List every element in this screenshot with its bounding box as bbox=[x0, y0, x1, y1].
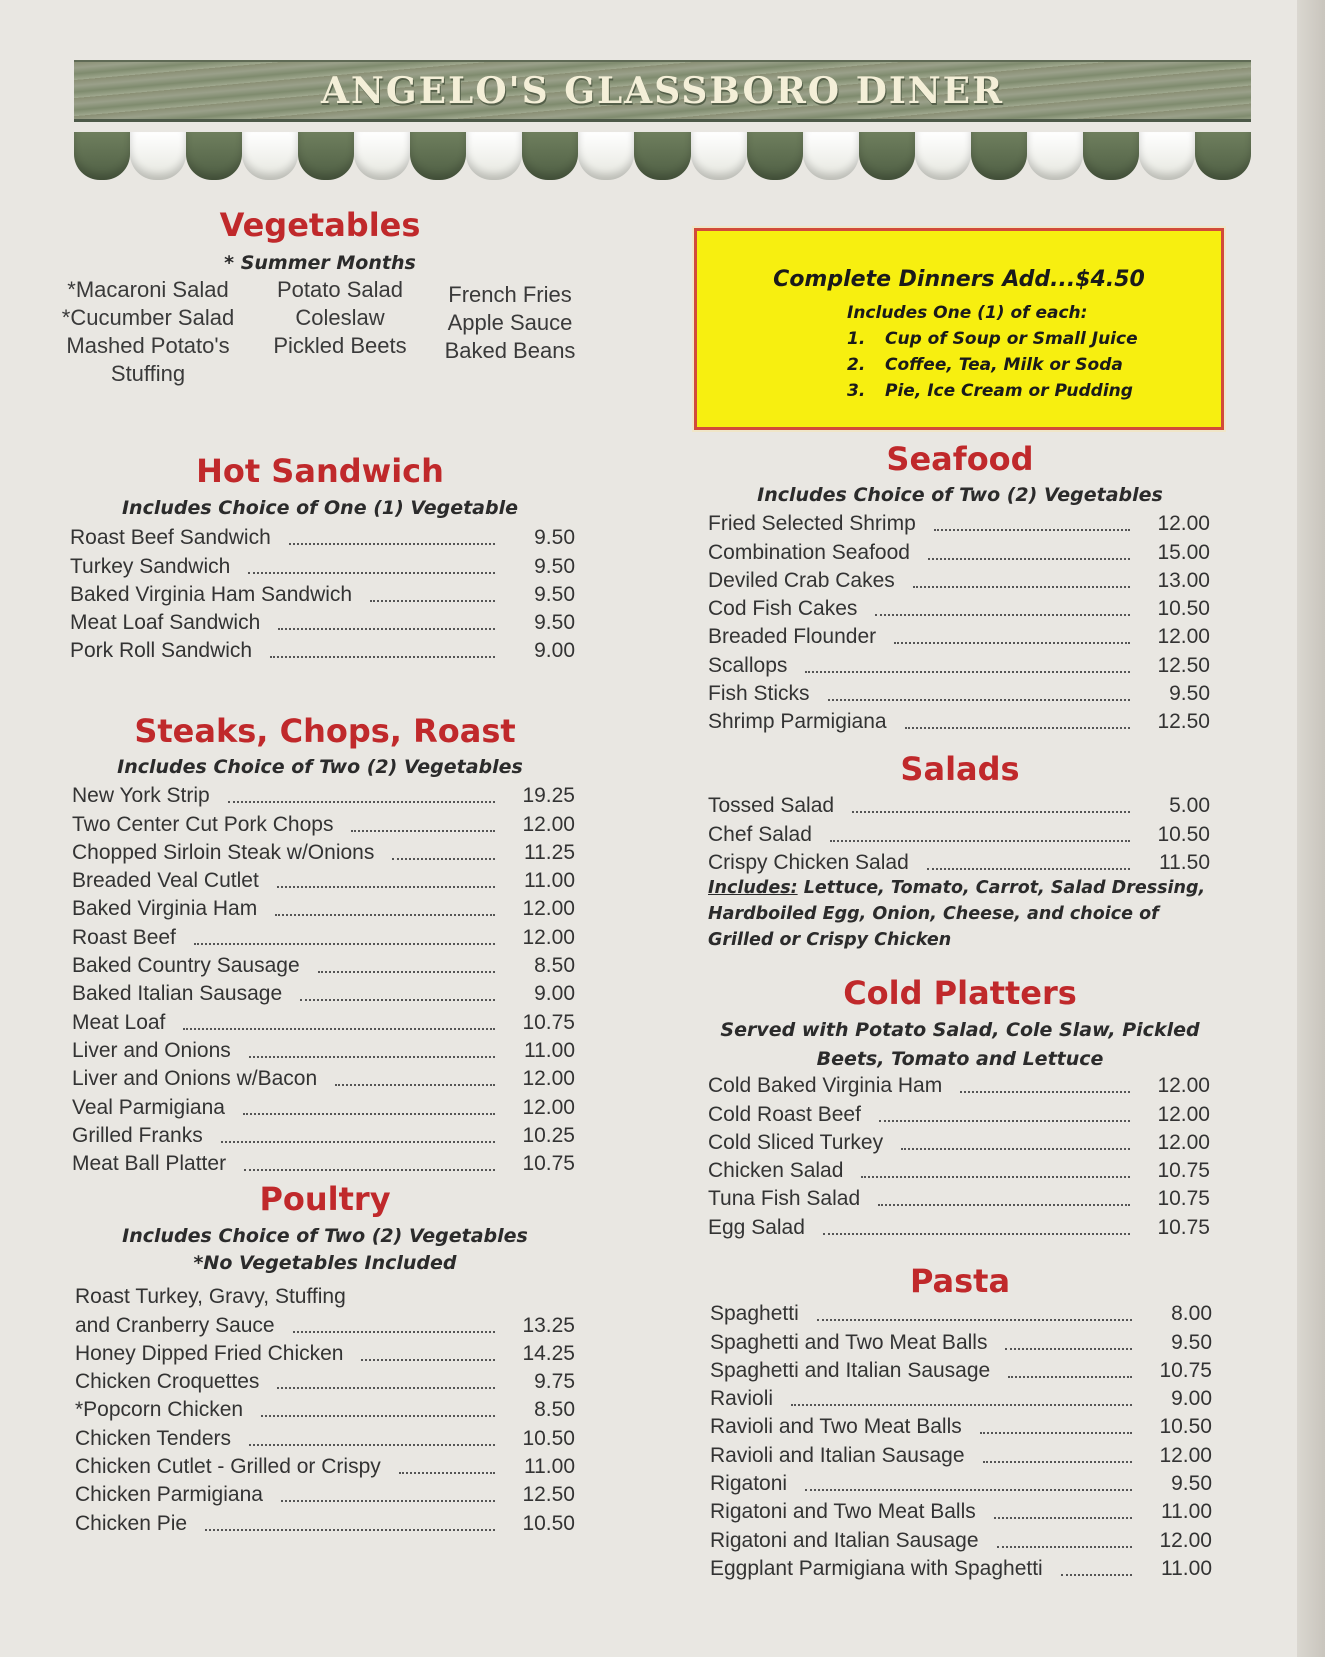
menu-item-row bbox=[72, 808, 575, 836]
menu-item-price: 12.00 bbox=[1157, 1074, 1210, 1098]
dot-leader bbox=[194, 942, 495, 945]
vegetable-item: Potato Salad bbox=[277, 277, 403, 302]
menu-item-name: New York Strip bbox=[72, 784, 210, 808]
menu-item-name: Fish Sticks bbox=[708, 682, 810, 706]
menu-item-name: Scallops bbox=[708, 653, 788, 677]
menu-item-name: Egg Salad bbox=[708, 1215, 805, 1239]
menu-item-price: 10.75 bbox=[522, 1152, 575, 1176]
seafood-subtitle: Includes Choice of Two (2) Vegetables bbox=[757, 484, 1163, 506]
menu-item-name: Chicken Pie bbox=[75, 1511, 188, 1535]
cold-platters-title: Cold Platters bbox=[843, 974, 1077, 1012]
seafood-list bbox=[708, 508, 1210, 734]
menu-item-name: Chicken Tenders bbox=[75, 1426, 232, 1450]
menu-item-name: Chopped Sirloin Steak w/Onions bbox=[72, 840, 375, 864]
menu-item-row bbox=[75, 1309, 575, 1337]
vegetables-column-3 bbox=[430, 281, 590, 365]
menu-item-name: Spaghetti and Two Meat Balls bbox=[710, 1330, 988, 1354]
vegetable-item: Stuffing bbox=[110, 361, 186, 386]
menu-item-row bbox=[708, 706, 1210, 734]
menu-item-name: Liver and Onions w/Bacon bbox=[72, 1067, 318, 1091]
menu-item-price: 9.50 bbox=[1171, 1330, 1212, 1354]
menu-item-name: Honey Dipped Fried Chicken bbox=[75, 1341, 344, 1365]
dot-leader bbox=[293, 1330, 495, 1333]
hot-sandwich-list bbox=[70, 522, 575, 663]
menu-item-price: 13.00 bbox=[1157, 568, 1210, 592]
menu-item-price: 13.25 bbox=[522, 1313, 575, 1337]
steaks-title: Steaks, Chops, Roast bbox=[134, 712, 516, 750]
awning-scallop bbox=[242, 132, 298, 180]
menu-item-row bbox=[708, 847, 1210, 875]
vegetable-item: Mashed Potato's bbox=[66, 333, 230, 358]
menu-item-row bbox=[708, 621, 1210, 649]
menu-item-row bbox=[72, 780, 575, 808]
menu-item-name: Ravioli bbox=[710, 1387, 774, 1411]
menu-item-price: 10.75 bbox=[1157, 1187, 1210, 1211]
dot-leader bbox=[261, 1414, 495, 1417]
dot-leader bbox=[335, 1083, 495, 1086]
dot-leader bbox=[399, 1471, 495, 1474]
menu-item-price: 10.75 bbox=[1157, 1215, 1210, 1239]
menu-item-price: 9.00 bbox=[1171, 1387, 1212, 1411]
menu-item-price: 9.50 bbox=[1169, 682, 1210, 706]
menu-item-price: 15.00 bbox=[1157, 540, 1210, 564]
menu-item-price: 9.50 bbox=[534, 526, 575, 550]
menu-item-price: 12.50 bbox=[1157, 710, 1210, 734]
dot-leader bbox=[281, 1499, 495, 1502]
menu-item-row bbox=[70, 550, 575, 578]
page-edge bbox=[1297, 0, 1325, 1657]
awning-scallop bbox=[1139, 132, 1195, 180]
menu-item-row bbox=[72, 1063, 575, 1091]
vegetable-item: Pickled Beets bbox=[273, 333, 407, 358]
menu-item-price: 11.00 bbox=[1161, 1500, 1212, 1524]
menu-item-row bbox=[72, 1091, 575, 1119]
awning-scallop bbox=[186, 132, 242, 180]
menu-item-price: 11.50 bbox=[1159, 850, 1210, 874]
awning-scallop bbox=[691, 132, 747, 180]
poultry-items bbox=[75, 1309, 575, 1535]
menu-item-name: Meat Loaf Sandwich bbox=[70, 611, 261, 635]
vegetables-column-2 bbox=[260, 276, 420, 360]
awning-scallop bbox=[74, 132, 130, 180]
menu-item-price: 10.50 bbox=[522, 1426, 575, 1450]
dot-leader bbox=[879, 1119, 1130, 1122]
dot-leader bbox=[901, 1147, 1130, 1150]
dot-leader bbox=[370, 599, 495, 602]
menu-item-name: Chicken Parmigiana bbox=[75, 1483, 263, 1507]
awning-scallop bbox=[130, 132, 186, 180]
dot-leader bbox=[791, 1403, 1132, 1406]
dot-leader bbox=[905, 726, 1130, 729]
menu-item-price: 11.00 bbox=[524, 1455, 575, 1479]
menu-item-row bbox=[708, 1098, 1210, 1126]
menu-item-row bbox=[708, 790, 1210, 818]
steaks-subtitle: Includes Choice of Two (2) Vegetables bbox=[117, 756, 523, 778]
dot-leader bbox=[361, 1358, 495, 1361]
menu-item-name: Roast Beef Sandwich bbox=[70, 526, 271, 550]
dot-leader bbox=[1008, 1375, 1132, 1378]
menu-item-name: *Popcorn Chicken bbox=[75, 1398, 244, 1422]
menu-item-price: 9.00 bbox=[534, 639, 575, 663]
dot-leader bbox=[928, 557, 1130, 560]
dot-leader bbox=[875, 613, 1130, 616]
menu-item-row bbox=[708, 536, 1210, 564]
menu-item-row bbox=[708, 1127, 1210, 1155]
menu-item-name: Breaded Flounder bbox=[708, 625, 877, 649]
dot-leader bbox=[805, 1488, 1132, 1491]
cold-platters-subtitle: Served with Potato Salad, Cole Slaw, Pickled Beets, Tomato and Lettuce bbox=[720, 1019, 1200, 1070]
dot-leader bbox=[960, 1090, 1130, 1093]
poultry-title: Poultry bbox=[259, 1180, 391, 1218]
complete-dinners-box bbox=[694, 228, 1224, 430]
item-number: 1. bbox=[847, 329, 866, 349]
menu-item-name: Baked Virginia Ham bbox=[72, 897, 258, 921]
menu-item-price: 8.00 bbox=[1171, 1302, 1212, 1326]
awning-scallop bbox=[522, 132, 578, 180]
vegetables-note: * Summer Months bbox=[224, 252, 416, 274]
menu-item-price: 12.00 bbox=[1159, 1528, 1212, 1552]
dot-leader bbox=[351, 829, 495, 832]
menu-item-price: 10.75 bbox=[1159, 1358, 1212, 1382]
menu-item-row bbox=[75, 1366, 575, 1394]
menu-item-price: 12.00 bbox=[522, 1095, 575, 1119]
menu-item-row bbox=[710, 1524, 1212, 1552]
includes-text: Lettuce, Tomato, Carrot, Salad Dressing, Hardboiled Egg, Onion, Cheese, and choice of Grilled or Crispy Chicken bbox=[708, 878, 1206, 950]
menu-item-row bbox=[708, 508, 1210, 536]
dot-leader bbox=[183, 1027, 495, 1030]
menu-item-row bbox=[708, 1155, 1210, 1183]
menu-item-name: Baked Italian Sausage bbox=[72, 982, 283, 1006]
menu-item-name: Two Center Cut Pork Chops bbox=[72, 812, 334, 836]
awning-scallop bbox=[971, 132, 1027, 180]
menu-item-price: 11.25 bbox=[524, 840, 575, 864]
dot-leader bbox=[894, 641, 1130, 644]
menu-item-price: 12.00 bbox=[522, 1067, 575, 1091]
menu-item-price: 12.50 bbox=[522, 1483, 575, 1507]
poultry-list bbox=[75, 1281, 575, 1536]
awning-decoration bbox=[74, 128, 1251, 184]
menu-item-row bbox=[710, 1326, 1212, 1354]
awning-scallop bbox=[747, 132, 803, 180]
menu-item-row bbox=[72, 950, 575, 978]
menu-item-price: 10.25 bbox=[522, 1123, 575, 1147]
menu-item-row bbox=[72, 865, 575, 893]
menu-item-name: Tossed Salad bbox=[708, 794, 835, 818]
dot-leader bbox=[823, 1232, 1130, 1235]
item-number: 2. bbox=[847, 355, 866, 375]
menu-item-name: Cold Sliced Turkey bbox=[708, 1130, 884, 1154]
awning-scallop bbox=[1083, 132, 1139, 180]
menu-item-row bbox=[70, 522, 575, 550]
item-number: 3. bbox=[847, 381, 866, 401]
awning-scallop bbox=[1027, 132, 1083, 180]
menu-item-name: Rigatoni and Italian Sausage bbox=[710, 1528, 979, 1552]
menu-item-name: Meat Loaf bbox=[72, 1010, 166, 1034]
menu-item-price: 14.25 bbox=[522, 1341, 575, 1365]
menu-item-name: Liver and Onions bbox=[72, 1038, 231, 1062]
menu-item-price: 12.00 bbox=[522, 925, 575, 949]
dot-leader bbox=[861, 1175, 1130, 1178]
complete-dinners-item bbox=[847, 381, 1133, 401]
awning-scallop bbox=[578, 132, 634, 180]
menu-item-name: Turkey Sandwich bbox=[70, 554, 231, 578]
menu-item-row bbox=[710, 1468, 1212, 1496]
dot-leader bbox=[249, 1055, 495, 1058]
vegetables-title: Vegetables bbox=[219, 206, 421, 244]
poultry-subtitle-note: *No Vegetables Included bbox=[193, 1252, 457, 1274]
hot-sandwich-title: Hot Sandwich bbox=[196, 452, 444, 490]
menu-item-price: 11.00 bbox=[524, 869, 575, 893]
menu-item-name: Fried Selected Shrimp bbox=[708, 512, 916, 536]
dot-leader bbox=[817, 1318, 1132, 1321]
menu-item-price: 12.50 bbox=[1157, 653, 1210, 677]
menu-item-name: Ravioli and Two Meat Balls bbox=[710, 1415, 962, 1439]
menu-item-name: Rigatoni bbox=[710, 1472, 788, 1496]
menu-item-name: Deviled Crab Cakes bbox=[708, 568, 895, 592]
dot-leader bbox=[934, 528, 1130, 531]
menu-item-price: 19.25 bbox=[522, 784, 575, 808]
menu-item-name: Spaghetti and Italian Sausage bbox=[710, 1358, 991, 1382]
vegetable-item: Coleslaw bbox=[295, 305, 385, 330]
menu-item-price: 10.50 bbox=[1159, 1415, 1212, 1439]
menu-item-row bbox=[75, 1338, 575, 1366]
menu-item-name: Eggplant Parmigiana with Spaghetti bbox=[710, 1556, 1043, 1580]
pasta-list bbox=[710, 1298, 1212, 1581]
menu-item-price: 5.00 bbox=[1169, 794, 1210, 818]
menu-item-row bbox=[710, 1439, 1212, 1467]
menu-item-row bbox=[708, 818, 1210, 846]
menu-item-name: Roast Beef bbox=[72, 925, 176, 949]
vegetable-item: Apple Sauce bbox=[447, 310, 573, 335]
menu-item-price: 11.00 bbox=[524, 1038, 575, 1062]
dot-leader bbox=[1005, 1347, 1132, 1350]
dot-leader bbox=[878, 1203, 1130, 1206]
cold-platters-list bbox=[708, 1070, 1210, 1240]
complete-dinners-item bbox=[847, 329, 1138, 349]
dot-leader bbox=[927, 867, 1130, 870]
menu-item-price: 12.00 bbox=[1159, 1443, 1212, 1467]
menu-item-name: Ravioli and Italian Sausage bbox=[710, 1443, 965, 1467]
menu-item-row bbox=[708, 649, 1210, 677]
menu-item-price: 8.50 bbox=[534, 1398, 575, 1422]
complete-dinners-subtitle: Includes One (1) of each: bbox=[847, 303, 1088, 323]
dot-leader bbox=[805, 670, 1130, 673]
vegetable-item: *Cucumber Salad bbox=[61, 305, 235, 330]
menu-item-price: 9.75 bbox=[534, 1370, 575, 1394]
menu-item-row bbox=[708, 593, 1210, 621]
dot-leader bbox=[277, 1386, 495, 1389]
menu-item-name: Baked Country Sausage bbox=[72, 954, 300, 978]
menu-item-name: Chicken Cutlet - Grilled or Crispy bbox=[75, 1455, 381, 1479]
awning-scallop bbox=[915, 132, 971, 180]
menu-item-row bbox=[72, 978, 575, 1006]
vegetables-column-1 bbox=[60, 276, 236, 388]
salads-title: Salads bbox=[900, 750, 1020, 788]
menu-item-row bbox=[708, 1211, 1210, 1239]
menu-item-name: Pork Roll Sandwich bbox=[70, 639, 253, 663]
complete-dinners-title: Complete Dinners Add...$4.50 bbox=[773, 267, 1145, 292]
dot-leader bbox=[392, 857, 495, 860]
dot-leader bbox=[249, 1443, 495, 1446]
menu-item-name: and Cranberry Sauce bbox=[75, 1313, 275, 1337]
menu-item-name: Spaghetti bbox=[710, 1302, 799, 1326]
menu-item-row bbox=[75, 1451, 575, 1479]
dot-leader bbox=[270, 655, 495, 658]
item-text: Cup of Soup or Small Juice bbox=[885, 329, 1138, 349]
menu-item-row bbox=[75, 1507, 575, 1535]
dot-leader bbox=[205, 1528, 495, 1531]
menu-item-price: 12.00 bbox=[1157, 1102, 1210, 1126]
awning-scallop bbox=[634, 132, 690, 180]
header-banner bbox=[74, 60, 1251, 122]
menu-item-price: 12.00 bbox=[1157, 625, 1210, 649]
menu-item-name: Shrimp Parmigiana bbox=[708, 710, 887, 734]
menu-item-row bbox=[710, 1553, 1212, 1581]
menu-item-name: Cold Baked Virginia Ham bbox=[708, 1074, 943, 1098]
item-text: Pie, Ice Cream or Pudding bbox=[885, 381, 1133, 401]
dot-leader bbox=[318, 970, 495, 973]
item-text: Coffee, Tea, Milk or Soda bbox=[885, 355, 1123, 375]
menu-item-row bbox=[710, 1496, 1212, 1524]
menu-item-row bbox=[72, 893, 575, 921]
menu-item-name: Chicken Salad bbox=[708, 1159, 844, 1183]
dot-leader bbox=[1061, 1573, 1132, 1576]
dot-leader bbox=[277, 885, 495, 888]
vegetable-item: French Fries bbox=[448, 282, 572, 307]
dot-leader bbox=[289, 542, 495, 545]
menu-item-row bbox=[70, 607, 575, 635]
menu-item-name: Chef Salad bbox=[708, 822, 812, 846]
dot-leader bbox=[913, 585, 1130, 588]
vegetable-item: Baked Beans bbox=[444, 338, 576, 363]
menu-item-row bbox=[708, 678, 1210, 706]
menu-item-row bbox=[72, 1006, 575, 1034]
menu-item-row bbox=[710, 1355, 1212, 1383]
menu-item-price: 9.50 bbox=[1171, 1472, 1212, 1496]
menu-item-name: Cod Fish Cakes bbox=[708, 597, 858, 621]
awning-scallop bbox=[859, 132, 915, 180]
poultry-subtitle: Includes Choice of Two (2) Vegetables bbox=[122, 1225, 528, 1247]
menu-item-price: 8.50 bbox=[534, 954, 575, 978]
menu-item-name: Tuna Fish Salad bbox=[708, 1187, 861, 1211]
includes-label: Includes: bbox=[708, 878, 798, 898]
dot-leader bbox=[983, 1460, 1132, 1463]
menu-item-row bbox=[72, 1148, 575, 1176]
menu-item-name: Crispy Chicken Salad bbox=[708, 850, 909, 874]
menu-item-name: Chicken Croquettes bbox=[75, 1370, 260, 1394]
menu-item-row bbox=[72, 1035, 575, 1063]
dot-leader bbox=[997, 1545, 1132, 1548]
menu-item-row bbox=[708, 1070, 1210, 1098]
menu-item-price: 10.75 bbox=[1157, 1159, 1210, 1183]
menu-item-row bbox=[710, 1411, 1212, 1439]
menu-item-price: 12.00 bbox=[522, 897, 575, 921]
menu-item-row bbox=[710, 1298, 1212, 1326]
menu-item-name: Veal Parmigiana bbox=[72, 1095, 225, 1119]
menu-item-row bbox=[70, 579, 575, 607]
menu-item-price: 10.50 bbox=[522, 1511, 575, 1535]
menu-item-price: 12.00 bbox=[522, 812, 575, 836]
menu-item-price: 9.50 bbox=[534, 611, 575, 635]
awning-scallop bbox=[354, 132, 410, 180]
dot-leader bbox=[852, 810, 1130, 813]
dot-leader bbox=[300, 998, 495, 1001]
steaks-list bbox=[72, 780, 575, 1176]
menu-item-name: Meat Ball Platter bbox=[72, 1152, 227, 1176]
dot-leader bbox=[275, 913, 495, 916]
dot-leader bbox=[830, 839, 1130, 842]
salads-list bbox=[708, 790, 1210, 875]
hot-sandwich-subtitle: Includes Choice of One (1) Vegetable bbox=[121, 497, 519, 519]
salads-includes-note bbox=[708, 875, 1228, 953]
dot-leader bbox=[994, 1516, 1132, 1519]
seafood-title: Seafood bbox=[886, 440, 1034, 478]
menu-item-row bbox=[70, 635, 575, 663]
menu-item-row bbox=[72, 1120, 575, 1148]
menu-item-name: Grilled Franks bbox=[72, 1123, 203, 1147]
dot-leader bbox=[243, 1112, 495, 1115]
dot-leader bbox=[244, 1168, 495, 1171]
menu-item-name: Combination Seafood bbox=[708, 540, 910, 564]
menu-item-name: Rigatoni and Two Meat Balls bbox=[710, 1500, 976, 1524]
menu-item-row bbox=[710, 1383, 1212, 1411]
menu-item-name: Baked Virginia Ham Sandwich bbox=[70, 582, 353, 606]
menu-item-price: 9.50 bbox=[534, 554, 575, 578]
awning-scallop bbox=[410, 132, 466, 180]
menu-item-row bbox=[75, 1479, 575, 1507]
dot-leader bbox=[278, 627, 495, 630]
menu-item-row bbox=[708, 565, 1210, 593]
menu-item-name: Cold Roast Beef bbox=[708, 1102, 861, 1126]
menu-item-row bbox=[72, 837, 575, 865]
menu-item-price: 9.50 bbox=[534, 582, 575, 606]
menu-item-row bbox=[708, 1183, 1210, 1211]
menu-item-price: 10.50 bbox=[1157, 822, 1210, 846]
menu-item-price: 12.00 bbox=[1157, 512, 1210, 536]
awning-scallop bbox=[298, 132, 354, 180]
menu-item-row bbox=[72, 921, 575, 949]
dot-leader bbox=[828, 698, 1130, 701]
menu-item-price: 10.75 bbox=[522, 1010, 575, 1034]
dot-leader bbox=[221, 1140, 495, 1143]
dot-leader bbox=[248, 571, 495, 574]
menu-item-price: 10.50 bbox=[1157, 597, 1210, 621]
restaurant-name: ANGELO'S GLASSBORO DINER bbox=[320, 69, 1005, 112]
menu-item-name: Breaded Veal Cutlet bbox=[72, 869, 259, 893]
dot-leader bbox=[980, 1431, 1132, 1434]
menu-item-price: 9.00 bbox=[534, 982, 575, 1006]
menu-item-row bbox=[75, 1422, 575, 1450]
pasta-title: Pasta bbox=[909, 1262, 1011, 1300]
complete-dinners-item bbox=[847, 355, 1123, 375]
menu-item-name: Roast Turkey, Gravy, Stuffing bbox=[75, 1285, 346, 1309]
menu-item-price: 11.00 bbox=[1161, 1556, 1212, 1580]
awning-scallop bbox=[466, 132, 522, 180]
awning-scallop bbox=[1195, 132, 1251, 180]
menu-item-row bbox=[75, 1394, 575, 1422]
menu-item-price: 12.00 bbox=[1157, 1130, 1210, 1154]
vegetable-item: *Macaroni Salad bbox=[67, 277, 229, 302]
dot-leader bbox=[228, 800, 495, 803]
awning-scallop bbox=[803, 132, 859, 180]
